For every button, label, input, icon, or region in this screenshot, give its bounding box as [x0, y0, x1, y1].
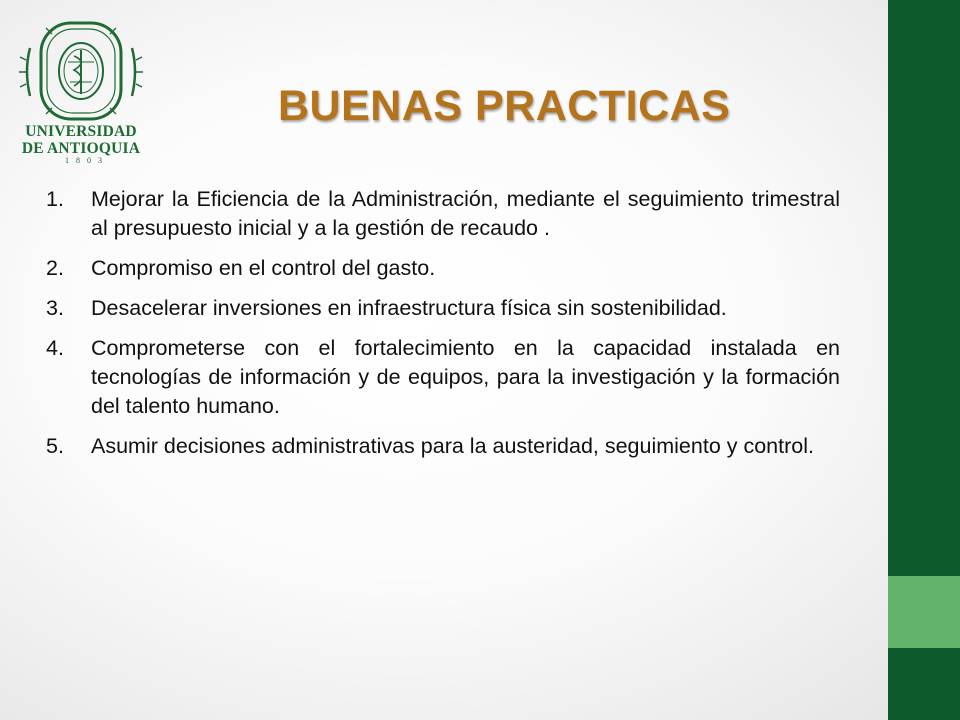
list-item-text: Desacelerar inversiones en infraestructura física sin sostenibilidad. [91, 296, 727, 320]
slide-title: BUENAS PRACTICAS [278, 82, 731, 130]
list-item-text: Compromiso en el control del gasto. [91, 256, 436, 280]
logo-name-line1: UNIVERSIDAD [25, 123, 137, 140]
university-seal-icon [16, 20, 146, 124]
university-logo [16, 20, 146, 168]
right-decorative-bar [888, 0, 960, 720]
bar-accent-block [888, 576, 960, 648]
list-item-number: 1. [46, 187, 64, 211]
logo-name-line2: DE ANTIOQUIA [21, 140, 141, 157]
list-item [40, 294, 840, 323]
list-item-number: 3. [46, 296, 64, 320]
list-item [40, 185, 840, 243]
practices-list [40, 185, 840, 472]
list-item-number: 2. [46, 256, 64, 280]
list-item [40, 334, 840, 421]
list-item-text: Comprometerse con el fortalecimiento en la capacidad instalada en tecnologías de información y de equipos, para la investigación y la formación del talento humano. [91, 336, 840, 418]
list-item-number: 4. [46, 336, 64, 360]
list-item [40, 432, 840, 461]
logo-year: 1803 [65, 156, 109, 165]
list-item-text: Asumir decisiones administrativas para la austeridad, seguimiento y control. [91, 434, 814, 458]
list-item-text: Mejorar la Eficiencia de la Administración, mediante el seguimiento trimestral al presupuesto inicial y a la gestión de recaudo . [91, 187, 840, 240]
list-item-number: 5. [46, 434, 64, 458]
list-item [40, 254, 840, 283]
